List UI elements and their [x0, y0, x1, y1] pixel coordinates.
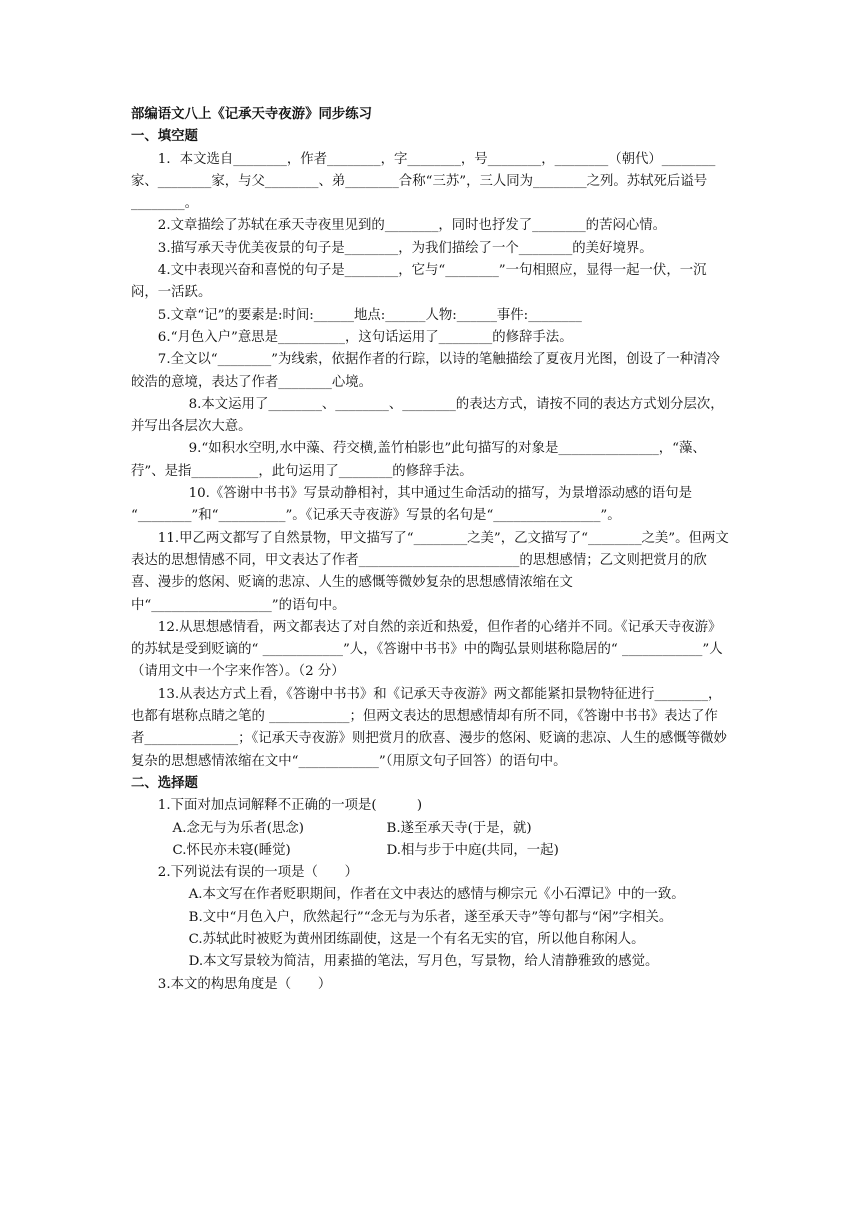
option-c: C.怀民亦未寝(睡觉)	[172, 842, 291, 858]
choice-question-1-options-row-1	[131, 818, 731, 840]
fill-question-8: 8.本文运用了________、________、________的表达方式，请按不同的表达方式划分层次，并写出各层次大意。	[131, 396, 724, 435]
section-heading-choice: 二、选择题	[131, 775, 198, 791]
fill-question-7: 7.全文以“________”为线索，依据作者的行踪，以诗的笔触描绘了夏夜月光图，创设了一种清冷皎浩的意境，表达了作者________心境。	[131, 352, 720, 390]
section-heading-fill: 一、填空题	[131, 129, 198, 145]
choice-question-1-stem: 1.下面对加点词解释不正确的一项是( )	[157, 798, 423, 814]
choice-question-2-option-b: B.文中“月色入户，欣然起行”“念无与为乐者，遂至承天寺”等句都与“闲”字相关。	[188, 909, 673, 925]
fill-question-3: 3.描写承天寺优美夜景的句子是________，为我们描绘了一个________的美好境界。	[157, 240, 653, 256]
fill-question-2: 2.文章描绘了苏轼在承天寺夜里见到的________，同时也抒发了________的苦闷心情。	[157, 218, 667, 234]
worksheet-title: 部编语文八上《记承天寺夜游》同步练习	[131, 107, 373, 122]
fill-question-5: 5.文章“记”的要素是:时间:______地点:______人物:______事件:________	[157, 307, 582, 323]
option-a: A.念无与为乐者(思念)	[172, 820, 305, 836]
choice-question-2-stem: 2.下列说法有误的一项是（ ）	[157, 865, 359, 881]
option-d: D.相与步于中庭(共同，一起)	[386, 842, 559, 858]
fill-question-9: 9.“如积水空明,水中藻、荇交横,盖竹柏影也”此句描写的对象是_______________，“藻、荇”、是指__________，此句运用了________的修辞手法。	[131, 441, 706, 479]
choice-question-2-option-a: A.本文写在作者贬职期间，作者在文中表达的感情与柳宗元《小石潭记》中的一致。	[188, 887, 685, 903]
choice-question-3-stem: 3.本文的构思角度是（ ）	[157, 976, 332, 992]
option-b: B.遂至承天寺(于是，就)	[386, 820, 532, 836]
choice-question-2-option-d: D.本文写景较为简洁，用素描的笔法，写月色，写景物，给人清静雅致的感觉。	[188, 954, 659, 970]
fill-question-4: 4.文中表现兴奋和喜悦的句子是________，它与“________”一句相照应，显得一起一伏，一沉闷，一活跃。	[131, 263, 707, 301]
fill-question-10-continued: “________”和“__________”。《记承天寺夜游》写景的名句是“________________”。	[131, 508, 621, 524]
fill-question-13: 13.从表达方式上看，《答谢中书书》和《记承天寺夜游》两文都能紧扣景物特征进行________，也都有堪称点睛之笔的 ____________；但两文表达的思想感情却有所不同，《答谢中书书》表达了作者______________；《记承天寺夜游》则把赏月的欣喜、漫步的悠闲、贬谪的悲凉、人生的感慨等微妙复杂的思想感情浓缩在文中“____________”（用原文句子回答）的语句中。	[131, 686, 727, 769]
choice-question-2-option-c: C.苏轼此时被贬为黄州团练副使，这是一个有名无实的官，所以他自称闲人。	[188, 931, 645, 947]
fill-question-10: 10.《答谢中书书》写景动静相衬，其中通过生命活动的描写，为景增添动感的语句是	[188, 486, 692, 502]
worksheet-content	[131, 104, 731, 996]
fill-question-1: 1．本文选自________，作者________，字________，号________，________（朝代）________家、________家，与父________、弟________合称“三苏”，三人同为________之列。苏轼死后谥号________。	[131, 151, 716, 212]
fill-question-11: 11.甲乙两文都写了自然景物，甲文描写了“________之美”，乙文描写了“________之美”。但两文表达的思想情感不同，甲文表达了作者________________________的思想感情；乙文则把赏月的欣喜、漫步的悠闲、贬谪的悲凉、人生的感慨等微妙复杂的思想感情浓缩在文中“__________________”的语句中。	[131, 530, 729, 613]
choice-question-1-options-row-2	[131, 840, 731, 862]
fill-question-12: 12.从思想感情看，两文都表达了对自然的亲近和热爱，但作者的心绪并不同。《记承天寺夜游》的苏轼是受到贬谪的“ ____________”人，《答谢中书书》中的陶弘景则堪称隐居的“ ____________”人（请用文中一个字来作答）。（2 分）	[131, 619, 723, 680]
fill-question-6: 6.“月色入户”意思是__________，这句话运用了________的修辞手法。	[157, 329, 573, 345]
